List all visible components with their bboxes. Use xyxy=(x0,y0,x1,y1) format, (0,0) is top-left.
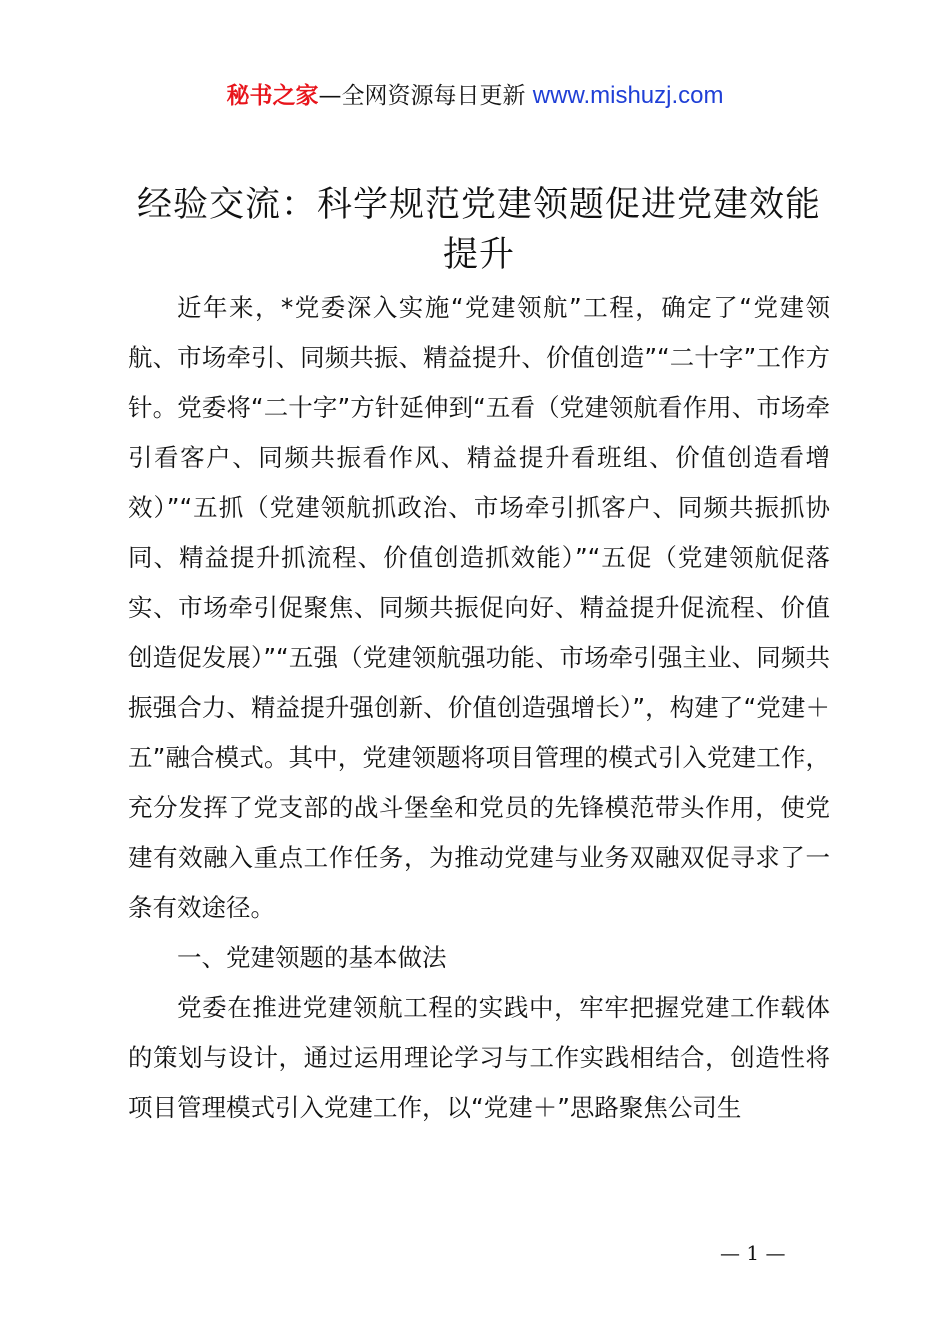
site-slogan: —全网资源每日更新 xyxy=(318,83,526,109)
page-number: — 1 — xyxy=(720,1241,786,1265)
intro-paragraph: 近年来，*党委深入实施“党建领航”工程，确定了“党建领航、市场牵引、同频共振、精益提升、价值创造”“二十字”工作方针。党委将“二十字”方针延伸到“五看（党建领航看作用、市场牵引看客户、同频共振看作风、精益提升看班组、价值创造看增效）”“五抓（党建领航抓政治、市场牵引抓客户、同频共振抓协同、精益提升抓流程、价值创造抓效能）”“五促（党建领航促落实、市场牵引促聚焦、同频共振促向好、精益提升促流程、价值创造促发展）”“五强（党建领航强功能、市场牵引强主业、同频共振强合力、精益提升强创新、价值创造强增长）”，构建了“党建＋五”融合模式。其中，党建领题将项目管理的模式引入党建工作，充分发挥了党支部的战斗堡垒和党员的先锋模范带头作用，使党建有效融入重点工作任务，为推动党建与业务双融双促寻求了一条有效途径。 xyxy=(128,293,830,922)
document-body xyxy=(128,283,830,1133)
site-header xyxy=(0,80,950,112)
section-heading: 一、党建领题的基本做法 xyxy=(177,943,447,972)
site-brand: 秘书之家 xyxy=(226,83,319,109)
document-title: 经验交流：科学规范党建领题促进党建效能提升 xyxy=(136,185,821,275)
section-paragraph: 党委在推进党建领航工程的实践中，牢牢把握党建工作载体的策划与设计，通过运用理论学习与工作实践相结合，创造性将项目管理模式引入党建工作，以“党建＋”思路聚焦公司生 xyxy=(128,993,830,1122)
site-url-link[interactable]: www.mishuzj.com xyxy=(532,82,724,109)
